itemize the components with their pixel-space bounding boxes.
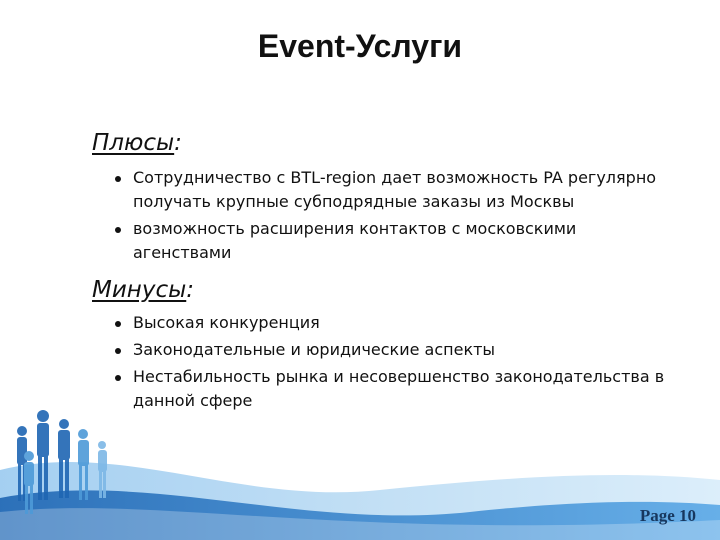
list-item xyxy=(112,166,672,214)
pros-item-text: возможность расширения контактов с московскими агенствами xyxy=(133,219,577,262)
cons-list xyxy=(112,311,672,416)
cons-heading-text: Минусы xyxy=(92,277,187,303)
bullet-icon xyxy=(115,321,121,327)
cons-item-text: Законодательные и юридические аспекты xyxy=(133,340,496,359)
pros-heading-text: Плюсы xyxy=(92,130,175,156)
bullet-icon xyxy=(115,176,121,182)
list-item xyxy=(112,311,672,335)
cons-item-text: Высокая конкуренция xyxy=(133,313,320,332)
pros-heading xyxy=(92,130,182,156)
bullet-icon xyxy=(115,348,121,354)
cons-item-text: Нестабильность рынка и несовершенство законодательства в данной сфере xyxy=(133,367,665,410)
list-item xyxy=(112,338,672,362)
cons-heading-suffix: : xyxy=(186,277,194,303)
bullet-icon xyxy=(115,227,121,233)
list-item xyxy=(112,365,672,413)
slide-title: Event-Услуги xyxy=(257,28,463,64)
cons-heading xyxy=(92,277,194,303)
page-number: Page 10 xyxy=(639,506,696,525)
pros-list xyxy=(112,166,672,268)
bullet-icon xyxy=(115,375,121,381)
pros-item-text: Сотрудничество с BTL-region дает возможность PA регулярно получать крупные субподрядные заказы из Москвы xyxy=(133,168,657,211)
pros-heading-suffix: : xyxy=(174,130,182,156)
list-item xyxy=(112,217,672,265)
